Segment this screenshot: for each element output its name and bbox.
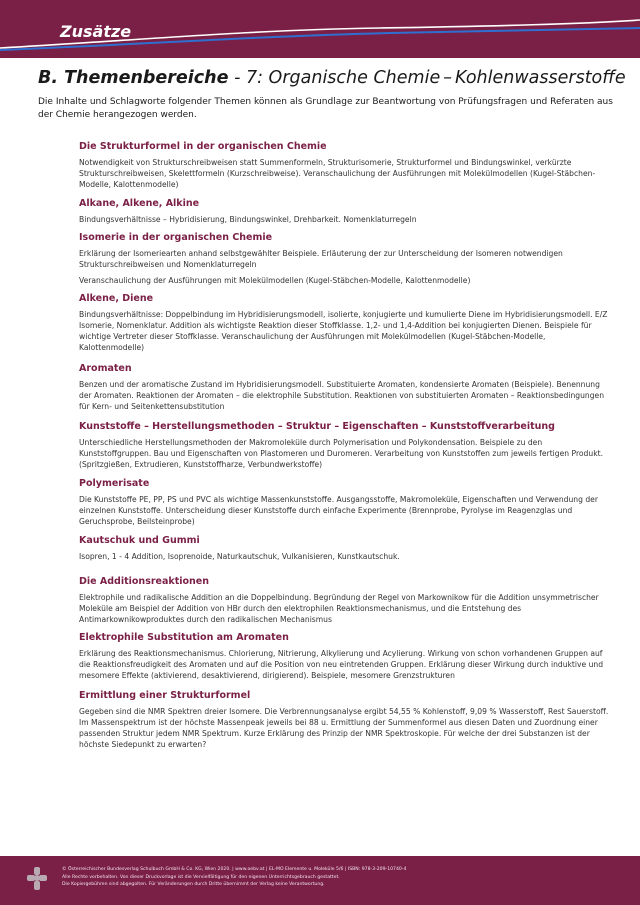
section-kautschuk <box>79 535 609 562</box>
section-heading: Kautschuk und Gummi <box>79 535 200 546</box>
page-footer <box>0 856 640 905</box>
intro-text: Die Inhalte und Schlagworte folgender Themen können als Grundlage zur Beantwortung von Prüfungsfragen und Referaten aus der Chemie herangezogen werden. <box>38 97 613 120</box>
section-heading: Die Additionsreaktionen <box>79 576 209 587</box>
section-heading: Ermittlung einer Strukturformel <box>79 690 251 701</box>
section-alkene-diene <box>79 293 609 353</box>
footer-copyright <box>62 866 622 889</box>
section-heading: Die Strukturformel in der organischen Chemie <box>79 141 327 152</box>
section-heading: Polymerisate <box>79 478 150 489</box>
footer-line-1: © Österreichischer Bundesverlag Schulbuch GmbH & Co. KG, Wien 2020. | www.oebv.at | EL-MO Elemente u. Moleküle 5/6 | ISBN: 978-3-209-10740-4 <box>62 867 407 872</box>
section-text: Notwendigkeit von Strukturschreibweisen statt Summenformeln, Strukturisomerie, Strukturformel und Bindungswinkel, verkürzte Strukturschreibweisen, Skelettformeln (Kurzschreibweise). Veranschaulichung der Ausführungen mit Molekülmodellen (Kugel-Stäbchen-Modelle, Kalottenmodelle) <box>79 158 596 189</box>
title-part-1: B. Themenbereiche <box>38 68 229 88</box>
section-heading: Alkene, Diene <box>79 293 154 304</box>
title-part-3: Kohlenwasserstoffe <box>454 68 626 88</box>
page-header-band <box>0 0 640 58</box>
section-text: Erklärung des Reaktionsmechanismus. Chlorierung, Nitrierung, Alkylierung und Acylierung. Wirkung von schon vorhandenen Gruppen auf die Reaktionsfreudigkeit des Aromaten und auf die Position von neu eintretenden Gruppen. Erklärung dieser Wirkung durch induktive und mesomere Effekte (aktivierend, desaktivierend, dirigierend). Beispiele, mesomere Grenzstrukturen <box>79 649 604 680</box>
section-text: Die Kunststoffe PE, PP, PS und PVC als wichtige Massenkunststoffe. Ausgangsstoffe, Makromoleküle, Eigenschaften und Verwendung der einzelnen Kunststoffe. Unterscheidung dieser Kunststoffe durch einfache Experimente (Brennprobe, Pyrolyse im Reagenzglas und Geruchsprobe, Beilsteinprobe) <box>79 495 598 526</box>
section-text: Gegeben sind die NMR Spektren dreier Isomere. Die Verbrennungsanalyse ergibt 54,55 % Kohlenstoff, 9,09 % Wasserstoff, Rest Sauerstoff. Im Massenspektrum ist der höchste Massenpeak jeweils bei 88 u. Ermittlung der Summenformel aus diesen Daten und Zuordnung einer passenden Struktur jedem NMR Spektrum. Kurze Erklärung des Prinzip der NMR Spektroskopie. Für welche der drei Substanzen ist der höchste Siedepunkt zu erwarten? <box>79 707 609 749</box>
section-text: Unterschiedliche Herstellungsmethoden der Makromoleküle durch Polymerisation und Polykondensation. Beispiele zu den Kunststoffgruppen. Bau und Eigenschaften von Plastomeren und Duromeren. Verarbeitung von Kunststoffen zum jeweils fertigen Produkt. (Spritzgießen, Extrudieren, Kunststoffharze, Verbundwerkstoffe) <box>79 438 603 469</box>
section-text-2: Veranschaulichung der Ausführungen mit Molekülmodellen (Kugel-Stäbchen-Modelle, Kalottenmodelle) <box>79 276 471 285</box>
section-additionsreaktionen <box>79 576 609 625</box>
title-part-2: - 7: Organische Chemie <box>228 68 441 88</box>
header-label: Zusätze <box>60 22 132 41</box>
section-text: Bindungsverhältnisse – Hybridisierung, Bindungswinkel, Drehbarkeit. Nomenklaturregeln <box>79 215 417 224</box>
section-heading: Alkane, Alkene, Alkine <box>79 198 200 209</box>
section-aromaten <box>79 363 609 412</box>
publisher-logo-icon <box>26 866 48 892</box>
title-separator: – <box>443 68 452 88</box>
section-heading: Aromaten <box>79 363 132 374</box>
section-heading: Isomerie in der organischen Chemie <box>79 232 273 243</box>
section-strukturformel <box>79 141 609 190</box>
section-text: Elektrophile und radikalische Addition an die Doppelbindung. Begründung der Regel von Markownikow für die Addition unsymmetrischer Moleküle am Beispiel der Addition von HBr durch den elektrophilen Reaktionsmechanismus, und die Entstehung des Antimarkownikowproduktes durch den radikalischen Mechanismus <box>79 593 599 624</box>
section-text: Bindungsverhältnisse: Doppelbindung im Hybridisierungsmodell, isolierte, konjugierte und kumulierte Diene im Hybridisierungsmodell. E/Z Isomerie, Nomenklatur. Addition als wichtigste Reaktion dieser Stoffklasse. 1,2- und 1,4-Addition bei konjugierten Dienen. Beispiele für wichtige Vertreter dieser Stoffklasse. Veranschaulichung der Ausführungen mit Molekülmodellen (Kugel-Stäbchen-Modelle, Kalottenmodelle) <box>79 310 608 352</box>
section-heading: Kunststoffe – Herstellungsmethoden – Struktur – Eigenschaften – Kunststoffverarbeitung <box>79 421 555 432</box>
section-isomerie <box>79 232 609 286</box>
section-elektrophile-substitution <box>79 632 609 681</box>
footer-line-2: Alle Rechte vorbehalten. Von dieser Druckvorlage ist die Vervielfältigung für den eigenen Unterrichtsgebrauch gestattet. <box>62 874 340 880</box>
section-polymerisate <box>79 478 609 527</box>
section-text: Erklärung der Isomeriearten anhand selbstgewählter Beispiele. Erläuterung der zur Unterscheidung der Isomeren notwendigen Strukturschreibweisen und Nomenklaturregeln <box>79 249 563 269</box>
page-title <box>38 68 626 88</box>
section-alkane <box>79 198 609 225</box>
section-text: Benzen und der aromatische Zustand im Hybridisierungsmodell. Substituierte Aromaten, kondensierte Aromaten (Beispiele). Benennung der Aromaten. Reaktionen der Aromaten – die elektrophile Substitution. Reaktionen von substituierten Aromaten – Reaktionsbedingungen für Kern- und Seitenkettensubstitution <box>79 380 605 411</box>
section-heading: Elektrophile Substitution am Aromaten <box>79 632 289 643</box>
section-kunststoffe <box>79 421 609 470</box>
section-strukturformel-ermittlung <box>79 690 609 750</box>
footer-line-3: Die Kopiergebühren sind abgegolten. Für Veränderungen durch Dritte übernimmt der Verlag keine Verantwortung. <box>62 882 325 887</box>
section-text: Isopren, 1 - 4 Addition, Isoprenoide, Naturkautschuk, Vulkanisieren, Kunstkautschuk. <box>79 552 400 561</box>
